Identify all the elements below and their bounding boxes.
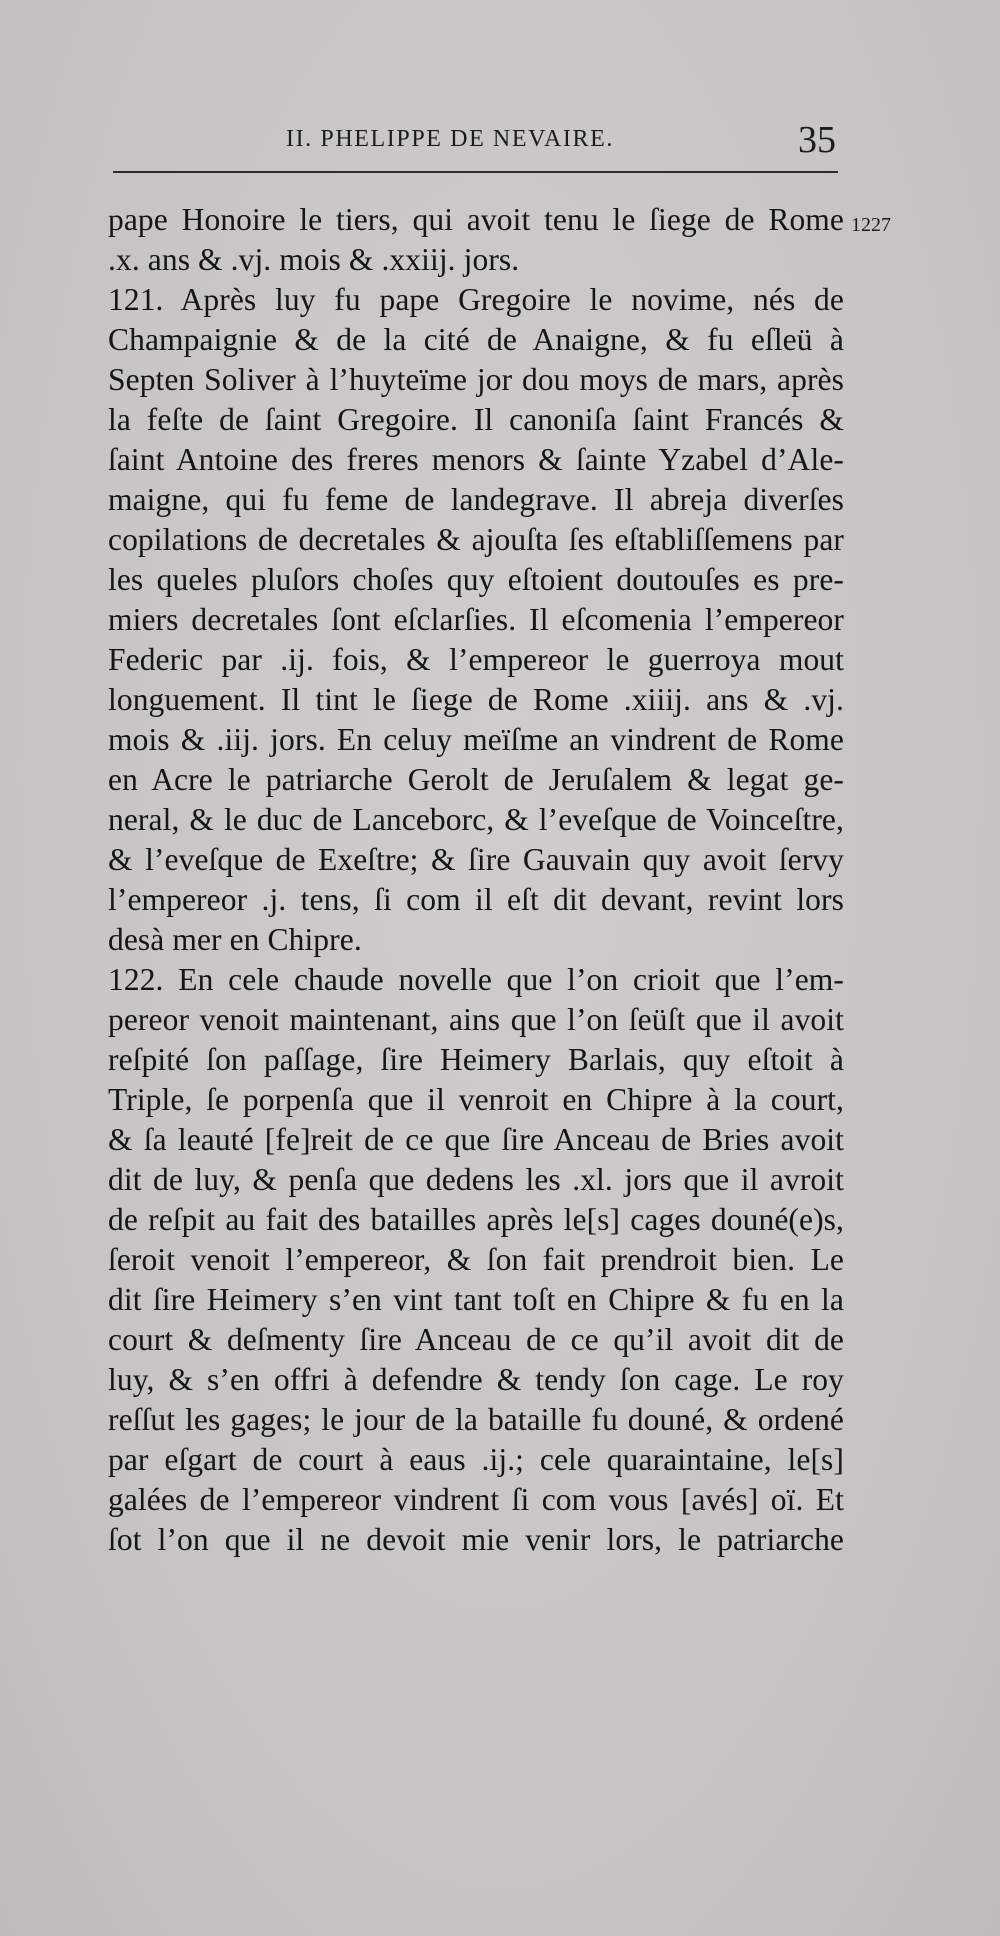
text-line: desà mer en Chipre. xyxy=(108,922,362,957)
text-line: mois & .iij. jors. En celuy meïſme an vindrent de Rome xyxy=(108,722,844,757)
body-text xyxy=(108,200,844,1560)
text-line: Triple, ſe porpenſa que il venroit en Chipre à la court, xyxy=(108,1082,844,1117)
text-line: Champaignie & de la cité de Anaigne, & fu eſleü à xyxy=(108,322,844,357)
text-line: court & deſmenty ſire Anceau de ce qu’il avoit dit de xyxy=(108,1322,844,1357)
text-line: 121. Après luy fu pape Gregoire le novime, nés de xyxy=(108,282,844,317)
header-rule xyxy=(113,171,838,173)
text-line: 122. En cele chaude novelle que l’on crioit que l’em- xyxy=(108,962,844,997)
text-line: pape Honoire le tiers, qui avoit tenu le ſiege de Rome xyxy=(108,202,844,237)
running-head xyxy=(92,118,840,161)
text-line: maigne, qui fu feme de landegrave. Il abreja diverſes xyxy=(108,482,844,517)
text-line: la feſte de ſaint Gregoire. Il canoniſa ſaint Francés & xyxy=(108,402,844,437)
text-line: ſot l’on que il ne devoit mie venir lors, le patriarche xyxy=(108,1522,844,1557)
text-line: & ſa leauté [fe]reit de ce que ſire Anceau de Bries avoit xyxy=(108,1122,844,1157)
text-line: Federic par .ij. fois, & l’empereor le guerroya mout xyxy=(108,642,844,677)
margin-year-note: 1227 xyxy=(851,214,891,236)
text-line: miers decretales ſont eſclarſies. Il eſcomenia l’empereor xyxy=(108,602,844,637)
text-line: dit de luy, & penſa que dedens les .xl. jors que il avroit xyxy=(108,1162,844,1197)
text-line: reſpité ſon paſſage, ſire Heimery Barlais, quy eſtoit à xyxy=(108,1042,844,1077)
text-line: reſſut les gages; le jour de la bataille fu douné, & ordené xyxy=(108,1402,844,1437)
text-line: Septen Soliver à l’huyteïme jor dou moys de mars, après xyxy=(108,362,844,397)
text-line: copilations de decretales & ajouſta ſes eſtabliſſemens par xyxy=(108,522,844,557)
text-line: dit ſire Heimery s’en vint tant toſt en Chipre & fu en la xyxy=(108,1282,844,1317)
text-line: longuement. Il tint le ſiege de Rome .xiiij. ans & .vj. xyxy=(108,682,844,717)
text-line: ſaint Antoine des freres menors & ſainte Yzabel d’Ale- xyxy=(108,442,844,477)
text-line: en Acre le patriarche Gerolt de Jeruſalem & legat ge- xyxy=(108,762,844,797)
text-line: les queles pluſors choſes quy eſtoient doutouſes es pre- xyxy=(108,562,844,597)
text-line: galées de l’empereor vindrent ſi com vous [avés] oï. Et xyxy=(108,1482,844,1517)
text-line: & l’eveſque de Exeſtre; & ſire Gauvain quy avoit ſervy xyxy=(108,842,844,877)
text-line: l’empereor .j. tens, ſi com il eſt dit devant, revint lors xyxy=(108,882,844,917)
text-line: .x. ans & .vj. mois & .xxiij. jors. xyxy=(108,242,520,277)
text-line: neral, & le duc de Lanceborc, & l’eveſque de Voinceſtre, xyxy=(108,802,844,837)
running-title: II. PHELIPPE DE NEVAIRE. xyxy=(286,126,614,152)
text-line: de reſpit au fait des batailles après le[s] cages douné(e)s, xyxy=(108,1202,844,1237)
text-line: ſeroit venoit l’empereor, & ſon fait prendroit bien. Le xyxy=(108,1242,844,1277)
page-number: 35 xyxy=(798,119,836,161)
text-line: par eſgart de court à eaus .ij.; cele quaraintaine, le[s] xyxy=(108,1442,844,1477)
text-line: pereor venoit maintenant, ains que l’on ſeüſt que il avoit xyxy=(108,1002,844,1037)
text-line: luy, & s’en offri à defendre & tendy ſon cage. Le roy xyxy=(108,1362,844,1397)
